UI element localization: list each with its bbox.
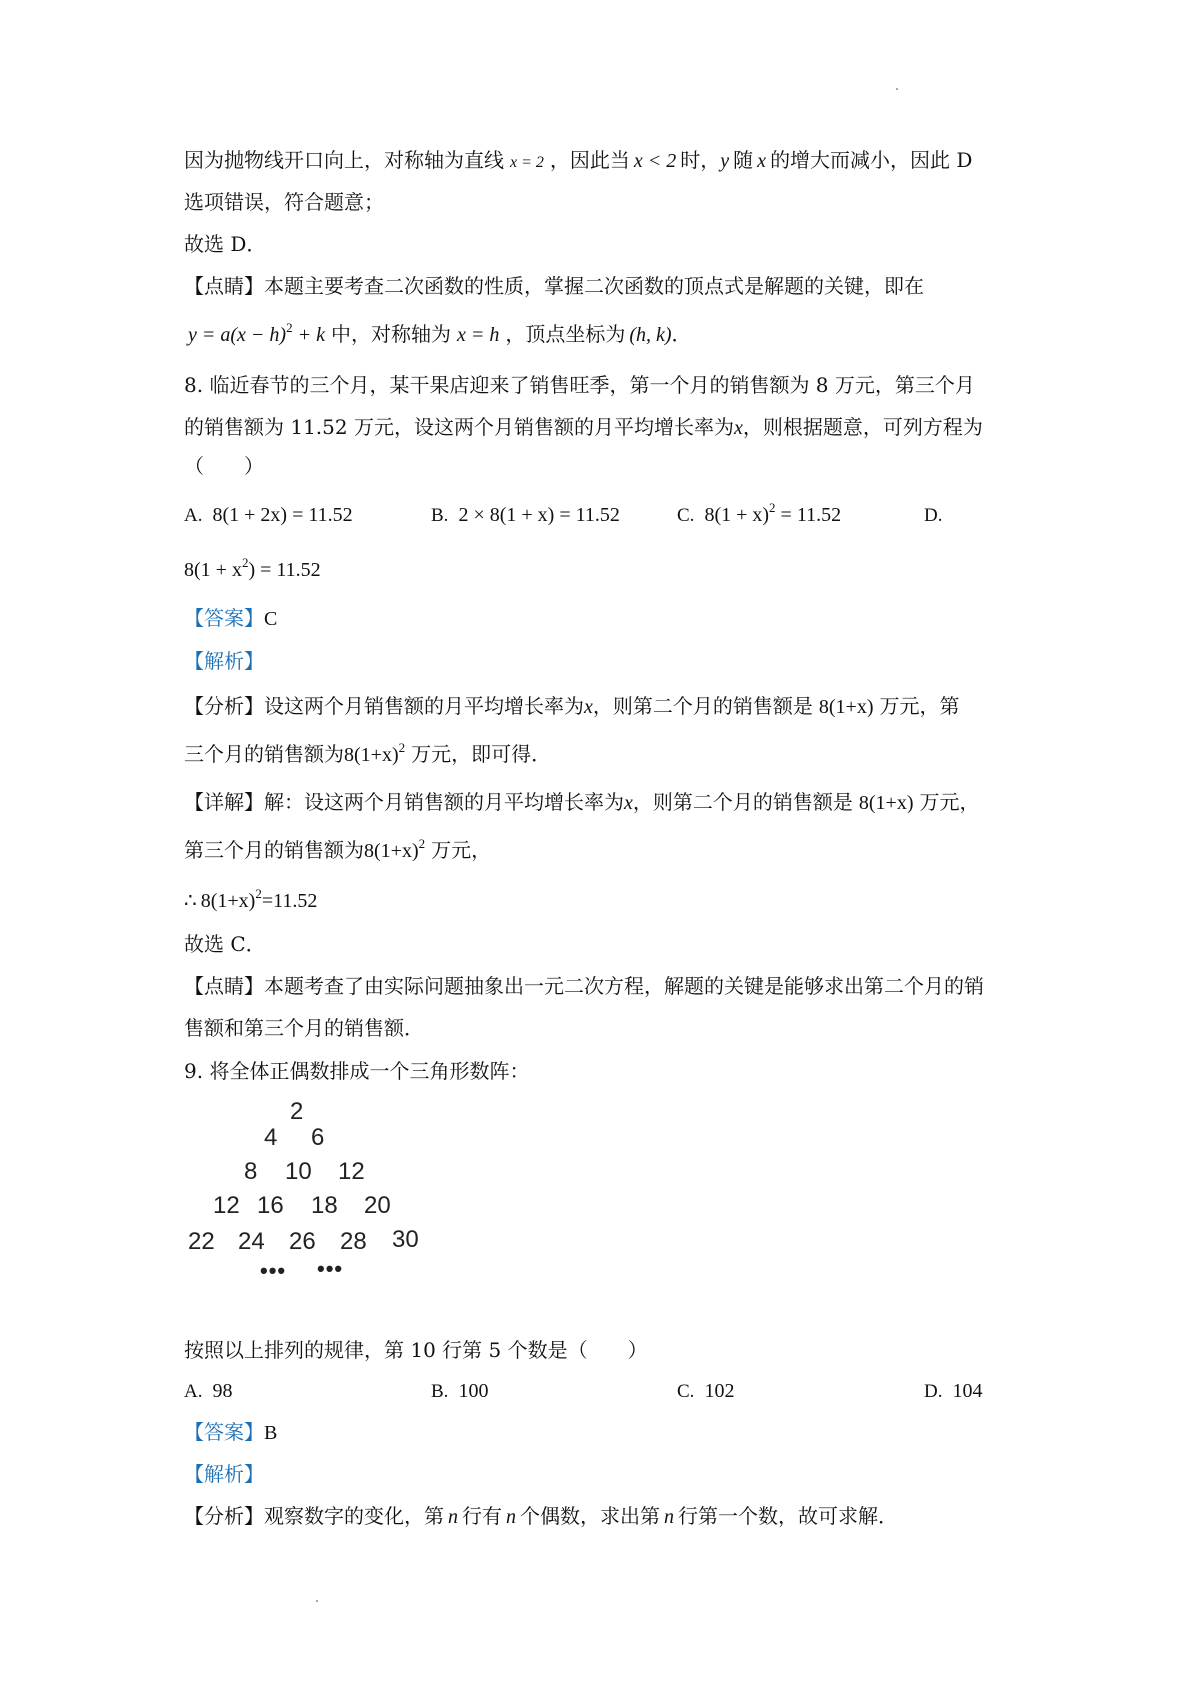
math: 8(1+x) (858, 792, 914, 814)
math: 8(1+x) (200, 890, 256, 912)
question-9-prompt: 按照以上排列的规律，第 10 行第 5 个数是（ ） (184, 1338, 648, 1362)
option-value: 98 (212, 1380, 233, 1402)
option-d (924, 500, 952, 530)
answer-tag: 【答案】 (184, 606, 264, 630)
text: 因为抛物线开口向上，对称轴为直线 (184, 148, 504, 172)
option-label: B. (431, 1381, 449, 1402)
text: 个偶数，求出第 (520, 1504, 660, 1528)
option-formula: 8(1 + x (184, 559, 242, 581)
option-b (431, 1376, 488, 1406)
text: 本题主要考查二次函数的性质，掌握二次函数的顶点式是解题的关键，即在 (264, 274, 924, 298)
text: 中，对称轴为 (330, 322, 451, 346)
therefore-line (184, 886, 317, 915)
option-formula: 2 × 8(1 + x) = 11.52 (458, 504, 620, 526)
math-exponent: 2 (286, 320, 293, 335)
option-formula: 8(1 + 2x) = 11.52 (212, 504, 353, 526)
option-d (924, 1376, 982, 1406)
text: 行有 (462, 1504, 502, 1528)
analysis-tag: 【解析】 (184, 1462, 264, 1486)
math: 8(1+x) (818, 696, 874, 718)
answer-tag: 【答案】 (184, 1420, 264, 1444)
math: 8(1+x) (364, 840, 419, 862)
math: (h, k) (629, 324, 672, 346)
option-value: 102 (704, 1380, 735, 1402)
text: 观察数字的变化，第 (264, 1504, 444, 1528)
option-formula: = 11.52 (775, 504, 842, 526)
triangle-number: 20 (364, 1192, 391, 1219)
text: ，则第二个月的销售额是 (592, 694, 813, 718)
detail-line (184, 788, 980, 817)
option-label: A. (184, 505, 203, 526)
text: 解：设这两个月销售额的月平均增长率为 (264, 790, 624, 814)
math-exponent: 2 (769, 500, 776, 515)
option-label: D. (924, 505, 943, 526)
option-c (677, 1376, 734, 1406)
math: + k (292, 324, 325, 346)
math: x = 2 (510, 154, 544, 171)
math: n (664, 1506, 674, 1528)
answer-value: B (264, 1422, 278, 1444)
text: 万元， (919, 790, 980, 814)
text-line (184, 146, 972, 177)
text: 时， (680, 148, 721, 172)
text: 本题考查了由实际问题抽象出一元二次方程，解题的关键是能够求出第二个月的销 (264, 974, 984, 998)
math-exponent: 2 (241, 555, 249, 570)
triangle-number: 16 (257, 1192, 284, 1219)
option-formula: ) = 11.52 (248, 559, 321, 581)
text: 万元，第 (879, 694, 960, 718)
option-c (677, 500, 841, 530)
text-line: 故选 C． (184, 932, 266, 956)
option-a (184, 1376, 232, 1406)
triangle-number: 2 (290, 1098, 304, 1125)
text: ，因此当 (549, 148, 630, 172)
option-a (184, 500, 353, 530)
text: 万元， (431, 838, 492, 862)
text-line (184, 272, 924, 300)
triangle-number: 12 (213, 1192, 240, 1219)
detail-line (184, 836, 491, 865)
ellipsis-dots: ••• (260, 1258, 287, 1283)
question-8-stem: 8. 临近春节的三个月，某干果店迎来了销售旺季，第一个月的销售额为 8 万元，第三个月 (184, 373, 975, 397)
section-tag: 【分析】 (184, 694, 264, 718)
analysis-line (184, 692, 960, 721)
analysis-line (184, 740, 551, 769)
option-label: C. (677, 1381, 695, 1402)
text: 第三个月的销售额为 (184, 838, 364, 862)
math: x (624, 792, 633, 814)
text-line (184, 320, 692, 349)
math: x (757, 150, 767, 172)
math-exponent: 2 (418, 836, 426, 851)
triangle-number: 10 (285, 1158, 312, 1185)
ellipsis-dots: ••• (317, 1256, 344, 1281)
text: ，则根据题意，可列方程为 (742, 415, 983, 439)
section-tag: 【分析】 (184, 1504, 264, 1528)
math: n (506, 1506, 516, 1528)
option-b (431, 500, 620, 530)
section-tag: 【详解】 (184, 790, 264, 814)
math: x < 2 (633, 150, 677, 172)
question-8-stem (184, 413, 983, 442)
triangle-number: 18 (311, 1192, 338, 1219)
option-label: B. (431, 505, 449, 526)
text: 三个月的销售额为 (184, 742, 344, 766)
math-exponent: 2 (255, 886, 262, 901)
text: ，顶点坐标为 (505, 322, 626, 346)
triangle-number: 8 (244, 1158, 258, 1185)
math: n (448, 1506, 458, 1528)
math: y = a(x − h) (188, 324, 287, 346)
answer-line (184, 1418, 277, 1447)
option-d-formula (184, 555, 321, 584)
text-line: 售额和第三个月的销售额． (184, 1016, 424, 1040)
option-value: 100 (458, 1380, 489, 1402)
text: 万元，即可得． (411, 742, 552, 766)
triangle-number: 28 (340, 1228, 367, 1255)
text: 设这两个月销售额的月平均增长率为 (264, 694, 584, 718)
option-label: A. (184, 1381, 203, 1402)
text-line (184, 972, 984, 1000)
text: 随 (733, 148, 754, 172)
triangle-number: 6 (311, 1124, 325, 1151)
scan-speck (896, 88, 898, 90)
triangle-number: 24 (238, 1228, 265, 1255)
triangle-number: 22 (188, 1228, 215, 1255)
triangle-number: 30 (392, 1226, 419, 1253)
text: 行第一个数，故可求解． (678, 1504, 898, 1528)
option-formula: 8(1 + x) (704, 504, 770, 526)
option-label: C. (677, 505, 695, 526)
math: y (720, 150, 730, 172)
math: x (733, 417, 743, 439)
triangle-number: 4 (264, 1124, 278, 1151)
math: x = h (456, 324, 500, 346)
text: 的销售额为 11.52 万元，设这两个月销售额的月平均增长率为 (184, 415, 734, 439)
analysis-tag: 【解析】 (184, 649, 264, 673)
triangle-number: 12 (338, 1158, 365, 1185)
math-exponent: 2 (398, 740, 406, 755)
answer-line (184, 604, 277, 633)
triangle-number: 26 (289, 1228, 316, 1255)
text: ． (671, 322, 692, 346)
text: 的增大而减小，因此 D (770, 148, 973, 172)
math: 8(1+x) (344, 744, 399, 766)
analysis-line (184, 1502, 898, 1531)
text: ，则第二个月的销售额是 (632, 790, 853, 814)
therefore-symbol: ∴ (184, 888, 197, 912)
text-line: 故选 D． (184, 232, 267, 256)
scan-speck (316, 1600, 318, 1602)
section-tag: 【点睛】 (184, 974, 264, 998)
option-label: D. (924, 1381, 943, 1402)
answer-value: C (264, 608, 278, 630)
option-value: 104 (952, 1380, 983, 1402)
section-tag: 【点睛】 (184, 274, 264, 298)
math: =11.52 (261, 890, 318, 912)
answer-blank: （ ） (184, 454, 264, 478)
question-9-stem: 9. 将全体正偶数排成一个三角形数阵： (184, 1059, 530, 1083)
text-line: 选项错误，符合题意； (184, 190, 384, 214)
math: x (584, 696, 593, 718)
